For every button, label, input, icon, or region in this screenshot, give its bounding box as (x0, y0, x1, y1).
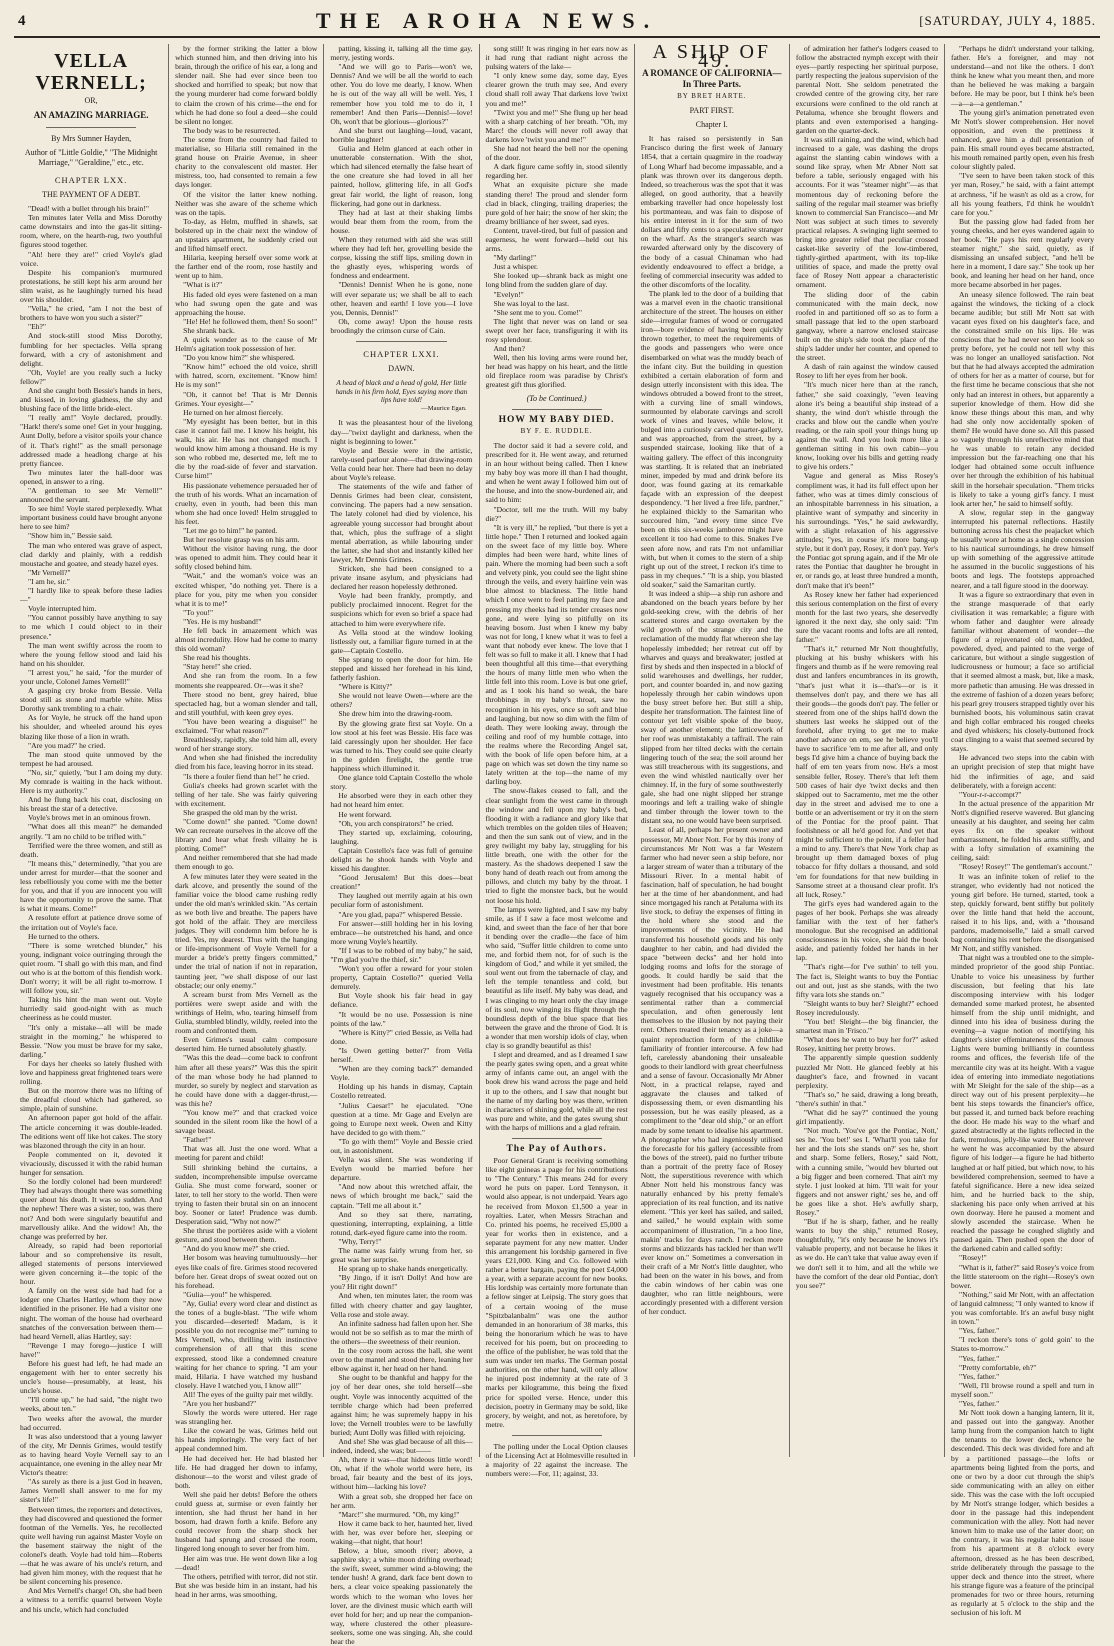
paragraph: of admiration her father's lodgers ceased to follow the abstracted nymph except with their eyes—partly respecting her spiritual purpose, partly respecting the jealous supervision of the parental Nott. She seldom penetrated the crowded centre of the growing city, her rare excursions were confined to the old ranch at Petaluma, whence she brought flowers and plants and even extemporised a hanging-garden on the quarter-deck. (795, 44, 939, 135)
paragraph: A slow, regular step in the gangway interrupted his paternal reflections. Hastily buttoning across his chest the peajacket which he usually wore at home as a single concession to his nautical surroundings, he drew himself up with something of the aggressive attitude he assumed in the bucolic suggestions of his boots and legs. The footsteps approached nearer, and a tall figure stood in the doorway. (951, 507, 1095, 590)
paragraph: Gulia and Helm glanced at each other in unutterable consternation. With the shot, which had silenced eternally the false heart of the one creature she had loved in all her painted, hollow, glittering life, in all God's great fair world, the light of reason, long flickering, had gone out in darkness. (330, 144, 473, 208)
paragraph: "My darling!" (493, 253, 537, 263)
paragraph: "Oh, Voyle! are you really such a lucky fellow?" (20, 367, 163, 386)
paragraph: And she ran from the room. In a few moments she reappeared. Or—was it she? (175, 671, 318, 690)
ship-chapter: Chapter I. (695, 120, 728, 130)
paragraph: "You know me?" and that cracked voice sounded in the silent room like the howl of a savage beast. (175, 1107, 318, 1136)
paragraph: Well she paid her debts! Before the others could guess at, surmise or even faintly her intention, she had thrust her hand in her bosom, had drawn forth a knife. Before any could recover from the sharp shock her husband had sprung and crossed the room, lingered long enough to sever her from him. (175, 1489, 318, 1554)
paragraph: "Come down!" she panted. "Come down! We can recreate ourselves in the alcove off the library and hear what fresh villainy he is plotting. Come!" (175, 816, 318, 854)
paragraph: It was an infinite token of relief to the stranger, who evidently had not noticed the young girl before. He turned, started, took a step, quickly forward, bent stiffly but politely over the little hand that held the account, raised it to his lips, and, with a "thousand pardons, mademoiselle," laid a small carved bag containing his rent before the disorganised Mr Nott, and stiffly vanished. (951, 871, 1095, 954)
paragraph: A quick wonder as to the cause of Mr Helm's agitation took possession of her. (175, 335, 318, 354)
paragraph: With a great sob, she dropped her face on her arm. (330, 1491, 473, 1510)
paragraph: Least of all, perhaps her present owner and possessor, Mr Abner Nott. For by this irony of circumstances Mr Nott was a far Western farmer who had never seen a ship before, nor a larger stream of water than a tributary of the Missouri River. In a mental habit of fascination, half of speculation, he had bought her at the time of her abandonment, and had since mortgaged his ranch at Petaluma with its live stock, to defray the expenses of fitting in the hold where she stood and the improvements of the vicinity. He had transferred his household goods and his only daughter to her cabin, and had divided the space "between decks" and her hold into lodging rooms and lofts for the storage of goods. It could hardly be said that the investment had been profitable. His tenants vaguely recognised that his occupancy was a sentimental rather than a commercial speculation, and often generously lent themselves to the illusion by not paying their rent. Others treated their tenancy as a joke—a quaint reproduction form of the childlike familiarity of frontier intercourse. A few had left, carelessly abandoning their unsaleable goods to their landlord with great cheerfulness and a sense of favour. Occasionally Mr Abner Nott, in a practical relapse, rayed and aggravate the clauses and talked of dispossessing them, or even dismantling his possession, but he was easily pleased, as a compliment to the "dear old ship," or an effort made by some tenant to idealise his apartment. A photographer who had ingeniously utilised the forecastle for his gallery (accessible from the bows of the street), paid no further tribute than a portrait of the pretty face of Rosey Nott, the superstitious reverence with which Abner Nott held his monstrous fancy was naturally enhanced by his pretty female's appreciation of its real function, and its native element. "This yer keel has sailed, and sailed, and sailed," he would explain with some accompaniment of illustration, "in a hoo line, makin' tracks for days ranch. I reckon more storms and blizzards has tackled her than we'll ever know on." Sometimes a conversation in their craft of a Mr Nott's little daughter, who had been on the water in his bows, and from the cabin windows of her cabin was one daughter, who ran little neighbours, were accordingly presented with a different version of her conduct. (640, 825, 783, 1317)
chapter-subheading: DAWN. (388, 364, 415, 374)
paragraph: "She sent me to you. Come!" (493, 307, 582, 317)
issue-date: [SATURDAY, JULY 4, 1885. (919, 13, 1096, 28)
paragraph: "Where is Kitty?" cried Bessie, as Vella had done. (330, 1027, 473, 1046)
paragraph: Like the coward he was, Grimes held out his hands imploringly. The very fact of her appeal condemned him. (175, 1426, 318, 1454)
paragraph: In the cosy room across the hall, she went over to the mantel and stood there, leaning her elbow against it, her head on her hand. (330, 1346, 473, 1374)
paragraph: Even Grimes's usual calm composure deserted him. He turned absolutely ghastly. (175, 1035, 318, 1054)
paragraph: Vague and general as Miss Rosey's compliment was, it had its full effect upon her father, who was at times dimly conscious of an inhospitable barrenness in his situation, a plaintive want of sympathy and sincerity in his surroundings. "Yes," he said awkwardly, with a slight relaxation of his aggressive attitudes; "yes, in course it's more bang-up style, but it don't pay, Rosey, it don't pay. Yer's the Pontiac got sprung again, and if the Mr ole rates the Pontiac that daughter he brought in er, or rands go, at least three hundred a month, don't make that it's been!" (795, 471, 939, 590)
epigraph-text: A head of black and a head of gold, Her little hands in his firm hold, Eyes saying more than lips have told! (335, 379, 468, 405)
paragraph: It was the pleasantest hour of the livelong day—"twixt daylight and darkness, when the night is beginning to lower." (330, 418, 473, 446)
paragraph: But on the morrow there was no lifting of the dreadful cloud which had gathered, so simple, plain of sunshine. (20, 1086, 163, 1114)
paragraph: When they returned with aid she was still where they had left her, grovelling beside the corpse, kissing the stiff lips, smiling down in the ghastly eyes, whispering words of fondness and endearment. (330, 234, 473, 281)
paragraph: "Eh?" (28, 322, 47, 332)
paragraph: "Yes, father." (959, 1371, 1000, 1381)
paragraph: "Are you glad, papa?" whispered Bessie. (338, 909, 463, 919)
paragraph: By the glowing grate first sat Voyle. On a low stool at his feet was Bessie. His face was laid caressingly upon her shoulder. Her face was turned to his. They could see quite clearly in the golden firelight, the gentle true happiness which illumined it. (330, 718, 473, 774)
paragraph: "To go with them!" Voyle and Bessie cried out, in astonishment. (330, 1136, 473, 1155)
paragraph: "Good Jerusalem! But this does—beat creation!" (330, 873, 473, 892)
divider (356, 341, 446, 342)
paragraph: It was a figure so extraordinary that even in the strange masquerade of that early civilisation it was remarkable; a figure with whom father and daughter were already familiar without abatement of wonder—the figure of a rejuvenated old man, padded, powdered, dyed, and painted to the verge of caricature, but without a single suggestion of ludicrousness or humour; a face so artificial that it seemed almost a mask, but, like a mask, more pathetic than amusing. He was dressed in the extreme of fashion of a dozen years before; his pearl grey trousers strapped tightly over his burnished boots, his voluminous satin cravat and high collar embraced his rouged cheeks and dyed whiskers; his closely-buttoned frock coat clinging to a waist that seemed secured by stays. (951, 589, 1095, 754)
paragraph: "Sleight wants to buy her? Sleight?" echoed Rosey incredulously. (795, 998, 939, 1017)
paragraph: She had not heard the bell nor the opening of the door. (485, 144, 628, 163)
paragraph: Breathlessly, rapidly, she told him all, every word of her strange story. (175, 735, 318, 754)
story-or: OR, (84, 96, 98, 105)
paragraph: A dash of rain against the window caused Rosey to lift her eyes from her book. (795, 362, 939, 381)
paragraph: "Are you her husband?" (183, 1398, 257, 1408)
paragraph: The man who entered was grave of aspect, clad darkly and plainly, with a reddish moustache and goatee, and steady hazel eyes. (20, 540, 163, 568)
paragraph: Voyle's brows met in an ominous frown. (28, 813, 151, 823)
paragraph: The man went swiftly across the room to where the young fellow stood and laid his hand on his shoulder. (20, 640, 163, 668)
paragraph: "You cannot possibly have anything to say to me which I could object to in their presence." (20, 613, 163, 641)
paragraph: Taking his hint the man went out. Voyle hurriedly said good-night with as much cheeriness as he could muster. (20, 995, 163, 1023)
paragraph: A dark figure came softly in, stood silently regarding her. (485, 162, 628, 181)
paragraph: "It's much nicer here than at the ranch, father," she said coaxingly, "even leaving alone it's being a beautiful ship instead of a shanty, the wind don't whistle through the cracks and blow out the candle when you're reading, or the rain spoil your things hung up against the wall. And you look more like a gentleman sitting in his own cabin—you know, looking over his bills and getting ready to give his orders." (795, 380, 939, 472)
paragraph: And he flung back his coat, disclosing on his breast the star of a detective. (20, 795, 163, 814)
paragraph: Captain Costello's face was full of genuine delight as he shook hands with Voyle and kissed his daughter. (330, 845, 473, 874)
paragraph: "Well, I'll browse round a spell and turn in myself soon." (951, 1380, 1095, 1399)
paragraph: "Father!" (183, 1135, 212, 1145)
paragraph: Voyle had been frankly, promptly, and publicly proclaimed innocent. Regret for the suspicions which for even so brief a space had attached to him were everywhere rife. (330, 591, 473, 628)
paragraph: "I only knew some day, some day, Eyes clearer grown the truth may see, And every cloud shall roll away That darkens love 'twixt you and me!" (485, 71, 628, 108)
paragraph: "No, sir," quietly, "but I am doing my duty. My comrade is waiting in the hack without. Here is my authority." (20, 767, 163, 796)
paragraph: Between times, the reporters and detectives, they had discovered and questioned the former footman of the Vernells. Yes, he recollected quite well having run against Master Voyle on the basement stairway the night of the colonel's death. Voyle had told him—Roberts—that he was aware of his uncle's return, and had given him money, with the request that he be silent concerning his presence. (20, 1504, 163, 1587)
paragraph: "It would be no use. Possession is nine points of the law." (330, 1009, 473, 1028)
paragraph: And then? (493, 344, 525, 354)
column-2 (169, 44, 324, 1599)
paragraph: An uneasy silence followed. The rain beat against the windows, the ticking of a clock became audible; but still Mr Nott sat with vacant eyes fixed on his daughter's face, and the constrained smile on his lips. He was conscious that he had never seen her look so pretty before, yet he could not tell why this was no longer an unalloyed satisfaction. Not but that he had always accepted the admiration of others for her as a matter of course, but for the first time he became conscious that she not only had an interest in others, but apparently a superior knowledge of them. How did she know these things about this man, and why had she only now accidentally spoken of them? He would have done so. All this passed so vaguely through his unreflective mind that he was unable to retain any decided impression but the far-reaching one that his lodger had obtained some occult influence over her through the exhibition of his habitual skill in the horsehair speculation. "Them tricks is likely to take a young girl's fancy. I must look arter her," he said to himself softly. (951, 289, 1095, 508)
paragraph: An infinite sadness had fallen upon her. She would not be so selfish as to mar the mirth of the others—the sweetness of their reunion. (330, 1318, 473, 1346)
paragraph: It was also understood that a young lawyer of the city, Mr Dennis Grimes, would testify as to having heard Voyle Vernell say to an acquaintance, one evening in the alley near Mr Victor's theatre: (20, 1431, 163, 1478)
paragraph: "Julius Caesar!" he ejaculated. "One question at a time. Mr Gage and Evelyn are going to Europe next week. Owen and Kitty have decided to go with them." (330, 1100, 473, 1137)
paragraph: "Why, Terry!" (338, 1236, 382, 1246)
paragraph: To-day, as Helm, muffled in shawls, sat bolstered up in the chair next the window of an upstairs apartment, he suddenly cried out and lifted himself erect. (175, 216, 318, 254)
paragraph: Before his guest had left, he had made an engagement with her to enter secretly his uncle's house—presumably, at least, his uncle's house. (20, 1359, 163, 1396)
paragraph: To see him! Voyle stared perplexedly. What important business could have brought anyone here to see him? (20, 504, 163, 532)
paragraph: "What is it, father?" said Rosey's voice from the little stateroom on the right—Rosey's own bower. (951, 1262, 1095, 1290)
paragraph: The plank led to the door of a building that was a marvel even in the chaotic transitional architecture of the street. The houses on either side—irregular frames of wood or corrugated iron—bore evidence of having been quickly thrown together, to meet the requirements of the goods and passengers who were once disembarked on what was the muddy beach of the infant city. But the building in question exhibited a certain elaboration of form and design utterly inconsistent with this idea. The windows obtruded a bowed front to the street, with a curving line of small windows, surmounted by elaborate carvings and scroll work of vines and leaves, while below, it bulged into a curiously carved quarter-gallery, and was approached, from the street, by a suspended staircase, looking like that of a waiting gallery. The effect of this incongruity was startling. It is related that an inebriated miner, impeded by mud and drink before its door, was found gazing at its remarkable façade with an expression of the deepest despondency. "I her lived a free life, pardner," he explained thickly to the Samaritan who succoured him, "and every time since I've been on this six-weeks jamboree might have excellent it too had come to this. Snakes I've seen afore now, and rats I'm not unfamiliar with, but when it comes to the stern of a ship right up out of the street, I reckon it's time to pass in my cheques." "It is a ship, you blasted old soaker," said the Samaritan curtly. (640, 288, 783, 589)
paragraph: "Oh, it cannot be! That is Mr Dennis Grimes. Your eyesight—" (175, 389, 318, 408)
polling-item: The polling under the Local Option clauses of the Licensing Act at Holmesville resulted in a majority of 22 against the increase. The numbers were:—For, 11; against, 33. (485, 1441, 628, 1479)
paragraph: He had deceived her. He had blasted her life. He had dragged her down to infamy, dishonour—to the worst and vilest grade of both. (175, 1453, 318, 1490)
paragraph: Slowly the words were uttered. Her rage was strangling her. (175, 1408, 318, 1427)
paragraph: "Was this the dead—come back to confront him after all these years?" Was this the spirit of the man whose body he had planned to murder, so surely by neglect and starvation as he could have done with a dagger-thrust,—was this he? (175, 1053, 318, 1108)
paragraph: Vella was silent. She was wondering if Evelyn would be married before her departure. (330, 1155, 473, 1183)
paragraph: She shrank back. (183, 325, 235, 335)
column-6 (790, 44, 945, 1457)
paragraph: They had at last at their shaking limbs would bear them from the room, from the house. (330, 207, 473, 235)
paragraph: Voyle and Bessie were in the artistic, rarely-used parlour alone—that drawing-room Vella could hear her. There had been no delay about Voyle's release. (330, 445, 473, 483)
paragraph: "Not much. 'You've got the Pontiac, Nott,' ses he. 'You bet!' ses I. 'What'll you take for her and the lots she stands on?' ses he, short and sharp. Some fellers, Rosey," said Nott, with a cunning smile, "would hev blurted out a big figger and been cornered. That ain't my style. I just looked at him. 'I'll wait for your figgers and not answer right,' ses he, and off he goes like a shot. He's awfully sharp, Rosey." (795, 1126, 939, 1217)
paragraph: In the actual presence of the apparition Mr Nott's dignified reserve wavered. But glancing uneasily at his daughter, and seeing her calm eyes fix on the speaker without embarrassment, he folded his arms stiffly, and with a lofty simulation of examining the ceiling, said: (951, 798, 1095, 863)
column-4 (480, 44, 635, 1479)
paragraph: "Dennis! Dennis! When he is gone, none will ever separate us; we shall be all to each other, heaven and earth! I love you—I love you, Dennis, Dennis!" (330, 280, 473, 317)
paragraph: The scene from the country had failed to materialise, so Hilaria still remained in the grand house on Prairie Avenue, in sheer charity to the convalescent old master. Her mistress, too, had consented to remain a few days longer. (175, 134, 318, 190)
ship-part: PART FIRST. (689, 106, 734, 116)
paragraph: Voyle interrupted him. (28, 604, 97, 614)
paragraph: Below, a blue, smooth river; above, a sapphire sky; a white moon drifting overhead; the swift, sweet, summer wind a-blowing; the tender hush! A grand, dark face bent down to hers, a clear voice speaking passionately the words which to the woman who loves her lover, are the divinest music which earth will ever hold for her; and up near the companion-way, where clustered the other pleasure-seekers, some one was singing. Ah, she could hear the (330, 1546, 473, 1646)
paragraph: It was still raining, and the wind, which had increased to a gale, was dashing the drops against the slanting cabin windows with a sound like spray, when Mr Abner Nott sat before a table, seriously engaged with his accounts. For it was "steamer night"—as that momentous day of reckoning before the sailing of the regular mail steamer was briefly known to commercial San Francisco—and Mr Nott was subject at such times to severely practical relapses. A swinging light seemed to bring into greater relief that peculiar crossed casket-like severity of the low-timbered, tightly-girthed apartment, with its top-like utilities of space, and made the pretty oval face of Rosey Nott appear a characteristic ornament. (795, 134, 939, 290)
paragraph: He sprang up to shake hands energetically. (338, 1264, 468, 1274)
paragraph: "But if he is sharp, father, and he really wants to buy the ship," returned Rosey, thoughtfully, "it's only because he knows it's valuable property, and not because he likes it as we do. He can't take that value away even if we don't sell it to him, and all the while we have the comfort of the dear old Pontiac, don't you see?" (795, 1217, 939, 1290)
paragraph: "Doctor, tell me the truth. Will my baby die?" (485, 504, 628, 523)
paragraph: They started up, exclaiming, colouring, laughing. (330, 827, 473, 846)
story-byline: By Mrs Sumner Hayden, (51, 134, 132, 143)
paragraph: She was loyal to the last. (493, 298, 570, 308)
paragraph: Of the visitor the latter knew nothing. Neither was she aware of the scheme which was on the tapis. (175, 189, 318, 217)
paragraph: "Mr Vernell?" (28, 567, 71, 577)
paragraph: "Know him!" echoed the old voice, shrill with hatred, scorn, excitement. "Know him! He is my son!" (175, 362, 318, 390)
paragraph: What an exquisite picture she made standing there! The proud and slender form clad in black, clinging, trailing draperies; the pure gold of her hair; the snow of her skin; the dreamy brilliance of her sweet, sad eyes. (485, 180, 628, 226)
paragraph: His faded old eyes were fastened on a man who had swung open the gate and was approaching the house. (175, 289, 318, 317)
paragraph: "My eyesight has been better, but in this case it cannot fail me. I know his height, his walk, his air. He has not changed much. I would know him among a thousand. He is my son who robbed me, deserted me, left me to die by the road-side of fever and starvation. Curse him!" (175, 416, 318, 481)
paragraph: Holding up his hands in dismay, Captain Costello retreated. (330, 1082, 473, 1101)
paragraph: "That's it," returned Mr Nott thoughtfully, plucking at his bushy whiskers with his fingers and thumb as if he were removing real dust and lanfers encumbrances in its growth, "that's just what it is—that's—or is it themselves don't pay, and there we has all their goods—the goods don't pay. The feller or steered from one of the ships hall'd down the shutters last weeks he skipped out of the forehold, after trying to get me to make another advance on em, see he believe you'll have to sacrifice 'em to me after all, and only begs I'd give him a chance of buying back the half of em ten years from now. He's a most sensible feller, Rosey. There's that left them 500 cases of hair dye 'twixt decks and then skipped out to Sacramento, met me the other day in the street and advised me to one a bottle or an advertisement or try it on the stern of the Pontiac for the proof paint. That foolishness or all he'd good for. And yet that might be sufficient to the point, if a feller had a mind to any. There's that New York chap as brought up them damaged boxes of plug tobacco for fifty dollars a thousand, and sold 'em for foundations for that new building in Sansome street at a thousand clear profit. It's all luck, Rosey." (795, 644, 939, 899)
paragraph: The girl's eyes had wandered again to the pages of her book. Perhaps she was already familiar with the text of her father's monologue. But she recognised an additional consciousness in his voice, she laid the book aside, and patiently folded her hands in her lap. (795, 898, 939, 963)
paragraph: song still! It was ringing in her ears now as it had rung that radiant night across the pulsing waters of the lake— (485, 44, 628, 72)
paragraph: The body was to be resurrected. (183, 125, 281, 135)
paragraph: Mr Nott took down a hanging lantern, lit it, and passed out into the gangway. Another lamp hung from the companion hatch to light the tenants to the lower deck, whence he descended. This deck was divided fore and aft by a partitioned passage—the lofts or apartments being lighted from the ports, and one or two by a door cut through the ship's side communicating with an alley on either side. This was the case with the loft occupied by Mr Nott's strange lodger, which besides a door in the passage had this independent communication with the alley. Nott had never known him to make use of the latter door; on the contrary, it was his regular habit to issue from his apartment at 8 o'clock every afternoon, dressed as he has been described, stride deliberately through the passage to the upper deck and thence into the street, where his strange figure was a feature of the principal promenades for two or three hours, returning as regularly at 5 o'clock to the ship and the seclusion of his loft. M (951, 1408, 1095, 1618)
column-5 (635, 41, 790, 1457)
paragraph: That was all. Just the one word. What a meeting for parent and child! (175, 1144, 318, 1163)
paragraph: Without the visitor having rung, the door was opened to admit him. They could hear it softly closed behind him. (175, 544, 318, 572)
paragraph: "And do you know me?" she cried. (183, 1244, 290, 1254)
paragraph: "Yes, father." (959, 1326, 1000, 1336)
paragraph: The others, petrified with terror, did not stir. But she was beside him in an instant, had his head in her arms, was smoothing, (175, 1571, 318, 1599)
epigraph-source: —Maurice Egan. (421, 404, 467, 412)
paragraph: He fell back in amazement which was almost incredulity. How had he come to marry this old woman? (175, 626, 318, 654)
baby-story-byline: BY F. E. RUDDLE. (520, 426, 593, 435)
paragraph: "A gentleman to see Mr Vernell!" announced the servant. (20, 486, 163, 505)
paragraph: The young girl's animation penetrated even Mr Nott's slower comprehension. Her novel opposition, and even the prettiness it enhanced, gave him a dull presentation of pain. His small round eyes became abstracted, his mouth remained partly open, even his fresh colour slightly paled. (951, 107, 1095, 172)
column-7 (945, 44, 1100, 1618)
paragraph: A gasping cry broke from Bessie. Vella stood still as stone and marble white. Miss Dorothy sank trembling to a chair. (20, 686, 163, 714)
paragraph: "Revenge I may forego—justice I will have!" (20, 1340, 163, 1359)
paragraph: She thrust the portières aside with a violent gesture, and stood between them. (175, 1226, 318, 1245)
paragraph: "To you!" (183, 607, 214, 617)
paragraph: "You have been wearing a disguise!" he exclaimed. "For what reason?" (175, 716, 318, 736)
paragraph: All! The eyes of the guilty pair met wildly. (183, 1389, 314, 1399)
paragraph: A scream burst from Mrs Vernell as the portières were swept aside and with the writhings of Helm, who, tearing himself from Gulia, stumbled blindly, wildly, reeled into the room and confronted them. (175, 989, 318, 1036)
paragraph: People commented on it, devoted it vivaciously, discussed it with the rabid human hunger for sensation. (20, 1149, 163, 1178)
ship-story-title: A SHIP OF '49. (652, 41, 772, 73)
paragraph: "Where is Kitty?" (338, 682, 393, 692)
paragraph: "Won't you offer a reward for your stolen property, Captain Costello?" queried Vella demurely. (330, 964, 473, 992)
chapter-heading: CHAPTER LXX. (54, 175, 128, 185)
paragraph: "Ah! here they are!" cried Voyle's glad voice. (20, 249, 163, 268)
columns (14, 41, 1100, 1646)
paragraph: "What did he say?" continued the young girl impatiently. (795, 1107, 939, 1127)
paragraph: "What does all this mean?" he demanded angrily. "I am no child to be trifled with." (20, 822, 163, 841)
column-1 (14, 44, 169, 1614)
ship-story-subtitle: A ROMANCE OF CALIFORNIA—In Three Parts. (642, 68, 782, 90)
paragraph: Ah, there it was—that hideous little word! Oh, what if the whole world were here, its broad, fair beauty and the best of its joys, without him—lacking his love? (330, 1455, 473, 1492)
paragraph: Stricken, she had been consigned to a private insane asylum, and physicians had declared her reason hopelessly dethroned. (330, 563, 473, 592)
paragraph: Two minutes later the hall-door was opened, in answer to a ring. (20, 467, 163, 486)
paragraph: That night was a troubled one to the simple-minded proprietor of the good ship Pontiac. Unable to voice his uneasiness by further discussion, but feeling that his late discomposing interview with his lodger demanded some marked protest, he absented himself from the ship until midnight, and dinned into his idea of business during the evening—a vague notion of mortifying his daughter's sister effeminateness of the famous Lights were burning brilliantly in countless rooms and offices, the feverish life of the mercantile city was at its height. With a vague idea of entering into immediate negotiations with Mr Sleight for the sale of the ship—as a direct way out of his present perplexity—he bent his steps towards the financier's office, but passed it, and turned back before reaching the door. He made his way to the wharf and gazed abstractedly at the lights reflected in the dark, tremulous, jelly-like water. But wherever he went he was accompanied by the absurd figure of his lodger—a figure he had hitherto laughed at or half pitied, but which now, to his bewildered comprehension, seemed to have a fateful significance. Here a new idea seized him, and he hurried back to the ship, slackening his pace only when arrived at his own doorway. Here he paused a moment and slowly ascended the staircase. When he reached the passage he coughed slightly and paused again. Then pushed open the door of the darkened cabin and called softly: (951, 953, 1095, 1254)
page-number: 4 (18, 12, 26, 29)
paragraph: He turned to the others. (28, 931, 100, 941)
paragraph: "As surely as there is a just God in heaven, James Vernell shall answer to me for my sister's life!" (20, 1477, 163, 1505)
paragraph: "Is there a fouler fiend than he!" he cried. (183, 771, 310, 781)
paragraph: "Show him in," Bessie said. (28, 531, 113, 541)
paragraph: The man stood quite unmoved by the tempest he had aroused. (20, 749, 163, 768)
paragraph: "Gulia—you!" he whispered. (183, 1289, 272, 1299)
divider (512, 1435, 602, 1436)
paragraph: He absorbed were they in each other they had not heard him enter. (330, 791, 473, 810)
paragraph: patting, kissing it, talking all the time gay, merry, jesting words. (330, 44, 473, 63)
paragraph: "Do you know him?" she whispered. (183, 353, 295, 363)
paragraph: And so they sat there, narrating, questioning, interrupting, explaining, a little rotund, dark-eyed figure came into the room. (330, 1209, 473, 1237)
paragraph: Content, travel-tired, but full of passion and eagerness, he went forward—held out his arms. (485, 225, 628, 254)
baby-story-title: HOW MY BABY DIED. (498, 414, 615, 425)
paragraph: "Let me go to him!" he panted. (183, 525, 278, 535)
paragraph: She looked up—shrank back as might one long blind from the sudden glare of day. (485, 271, 628, 290)
paragraph: "Vella," he cried, "am I not the best of brothers to have won you such a sister?" (20, 304, 163, 323)
paragraph: "Yes. He is my husband!" (183, 616, 262, 626)
paragraph: The doctor said it had a severe cold, and prescribed for it. He went away, and returned in an hour without being called. Then I knew my baby boy was more ill than I had thought, and when he went away I followed him out of the house, and into the snow-burdened air, and said to him: (485, 440, 628, 505)
paragraph: But her resolute grasp was on his arm. (183, 535, 300, 545)
paragraph: As for Voyle, he struck off the hand upon his shoulder, and wheeled around his eyes blazing like those of a lion in wrath. (20, 713, 163, 741)
paragraph: There stood no bent, grey haired, blue spectacled hag, but a woman slender and tall, and still youthful, with keen grey eyes. (175, 689, 318, 717)
paragraph: And she burst out laughing—loud, vacant, horrible laughter! (330, 125, 473, 144)
chapter-heading: CHAPTER LXXI. (363, 349, 440, 359)
paragraph: Terrified were the three women, and still as death. (20, 840, 163, 859)
paragraph: And stock-still stood Miss Dorothy, fumbling for her spectacles. Vella sprang forward, with a cry of astonishment and delight. (20, 331, 163, 368)
paragraph: But the passing glow had faded from her young cheeks, and her eyes wandered again to her book. "He pays his rent regularly every steamer night," she said, quietly, as if dismissing an unsafed subject, "and he'll be here in a moment, I dare say." She took up her book, and leaning her head on her hand, once more became absorbed in her pages. (951, 216, 1095, 290)
paragraph: An afternoon paper got hold of the affair. The article concerning it was double-leaded. The editions went off like hot cakes. The story was blazoned through the city in an hour. (20, 1113, 163, 1150)
paragraph: by the former striking the latter a blow which stunned him, and then driving into his brain, through the orifice of his ear, a long and slender nail. She had ever since been too shocked and horrified to speak; but now that the young murderer had come forward boldly to claim the crown of his crime—the end for which he had done so foul a deed—she could be silent no longer. (175, 44, 318, 126)
paragraph: "Twixt you and me!" She flung up her head with a sharp catching of her breath. "Oh, my Marc! the clouds will never roll away that darkens love 'twixt you and me!" (485, 107, 628, 144)
paragraph: "Rosey! Rosey!" The gentleman's account." (959, 862, 1093, 872)
paragraph: "I arrest you," he said, "for the murder of your uncle, Colonel James Vernell!" (20, 667, 163, 686)
paragraph: One glance told Captain Costello the whole story. (330, 773, 473, 792)
paragraph: "When are they coming back?" demanded Voyle. (330, 1064, 473, 1083)
paragraph: The lamps were lighted, and I saw my baby smile, as if I saw a face most welcome and kind, and sweet than the face of her that bore it bending over the cradle—the face of him who said, "Suffer little children to come unto me, and forbid them not, for of such is the kingdom of God," and while it yet smiled, the soul went out from the tabernacle of clay, and left the temple tenantless and cold, but beautiful as life itself. My baby was dead, and I was clinging to my heart only the clay image of its soul, now winging its flight through the boundless depth of the blue space that lies between the grave and the throne of God. It is a wonder that men worship idols of clay, when clay is so grandly beautiful as this! (485, 904, 628, 1051)
paragraph: "It is very ill," he replied, "but there is yet a little hope." Then I returned and looked again on the sweet face of my little boy. Where dimples had been were hard, white lines of pain. Where the morning had been such a soft and velvety pink, you could see the light shine through the veils, and every hairline vein was blue almost to blackness. The little hand which I once went to feel patting my face and pressing my cheeks had its tender creases now gone, and were lying so pitifully on its heaving bosom. Just when I knew my baby was not for long, I knew what it was to feel a want that nobody ever knew. The love that I felt was so full to make it all. I knew that I had been thoughtful all this time—that everything the hours of many little men who when the little fell into this room. Love is but one grief, and as I took his hand so weak, the bare throbbings in my baby's throat, saw no recognition in his eyes, once so soft and blue and laughing, but now so dim with the film of death. They were looking away, through the ceiling and roof of my humble cottage, into the realms where the Recording Angel sat, with the book of life open before him, at a page on which was set down the tiny name so lately written at the top—the name of my darling boy. (485, 522, 628, 787)
paragraph: She ought to be thankful and happy for the joy of her dear ones, she told herself—she ought. Voyle was innocently acquitted of the terrible charge which had been preferred against him; he was supremely happy in his love; the Vernell troubles were to be lawfully buried; Aunt Dolly was filled with rejoicing. (330, 1373, 473, 1437)
paragraph: She read his thoughts. (183, 653, 251, 663)
story-author-note: Author of "Little Goldie," "The Midnight Marriage," "Geraldine," etc., etc. (24, 148, 158, 167)
paragraph: The light that never was on land or sea swept over her face, transfiguring it with its rosy splendour. (485, 316, 628, 344)
newspaper-title: THE AROHA NEWS. (315, 8, 659, 33)
paragraph: It has raised so persistently in San Francisco during the first week of January 1854, that a certain quagmire in the roadway of Long Wharf had become impassable, and a plank was thrown over its dangerous depth. Indeed, so treacherous was the spot that it was alleged, on good authority, that a heavily embarking traveller had once hopelessly lost his portmanteau, and was fain to dispose of his entire interest in it for the sum of two dollars and fifty cents to a speculative stranger on the wharf. As the stranger's search was rewarded afterward only by the discovery of the body of a casual Chinaman who had evidently endeavoured to effect a bridge, a feeling of commercial insecurity was added to the other discomforts of the locality. (640, 134, 783, 289)
paragraph: Just a whisper. (493, 262, 539, 272)
paragraph: The name was fairly wrung from her, so great was her surprise. (330, 1246, 473, 1265)
paragraph: "Dead! with a bullet through his brain!" (28, 204, 149, 214)
authors-title: The Pay of Authors. (506, 1143, 607, 1154)
paragraph: For days her cheeks so lately flushed with love and happiness great frightened tears were rolling. (20, 1058, 163, 1087)
paragraph: "What is it?" (183, 280, 223, 290)
paragraph: Still shrinking behind the curtains, a sudden, incomprehensible impulse overcame Gulia. She must come forward, sooner or later, to tell her story to the world. Then were trying to fasten their brutal sin on an innocent boy. Sooner or later! Prudence was dumb. Desperation said, "Why not now?" (175, 1162, 318, 1227)
paragraph: But Voyle shook his fair head in gay defiance. (330, 991, 473, 1010)
divider (46, 127, 136, 128)
paragraph: "I am he, sir." (28, 576, 70, 586)
paragraph: So the lordly colonel had been murdered! They had always thought there was something queer about his death. It was so sudden. And the nephew! There was a sister, too, was there not? And both were singularly beautiful and marvellously alike. And the widow! Ah, the change was preferred by her. (20, 1177, 163, 1241)
paragraph: "And now about this wretched affair, the news of which brought me back," said the captain. "Tell me all about it." (330, 1182, 473, 1210)
paragraph: A resolute effort at patience drove some of the irritation out of Voyle's face. (20, 913, 163, 932)
paragraph: She drew him into the drawing-room. (338, 709, 453, 719)
paragraph: "Oh, you arch conspirators!" he cried. (338, 818, 454, 828)
paragraph: "Evelyn!" (493, 289, 524, 299)
paragraph: "That's right—for I've suthin' to tell you. The fact is, Sleight wants to buy the Pontiac out and out, just as she stands, with the two fifty vara lots she stands on." (795, 962, 939, 999)
paragraph: "That's so," he said, drawing a long breath, "there's suthin' in that." (795, 1089, 939, 1108)
paragraph: As Vella stood at the window looking listlessly out, a familiar figure turned in at the gate—Captain Costello. (330, 627, 473, 655)
paragraph: "Ay, Gulia! every word clear and distinct as the tones of a bugle-blast. "The wife whom you discarded—deserted! Madam, is it possible you do not recognise me?" turning to Mrs Vernell, who, thrilling with instinctive comprehension of all that this scene expressed, stood like a condemned creature waiting for her chance to spring. "I am your maid, Hilaria. I have watched my husband closely. Have I watched you, I know all!" (175, 1298, 318, 1390)
paragraph: "Wait," and the woman's voice was an excited whisper, "do nothing yet. There is a place for you, pity me when you consider what it is to me!" (175, 571, 318, 608)
paragraph: How it came back to her, haunted her, lived with her, was ever before her, sleeping or waking—that night, that hour! (330, 1518, 473, 1546)
paragraph: I slept and dreamed, and as I dreamed I saw the pearly gates swing open, and a great white army of infants came out, an angel with the book drew his wand across the page and held it up to the others, and I saw that nought but the name of my darling boy was there, written in characters of shining gold, while all the rest was pure and white, and the gates swung shut with the harps of millions and a glad refrain. (485, 1050, 628, 1132)
ship-story-byline: BY BRET HARTE. (677, 92, 747, 101)
paragraph: "Are you mad?" he cried. (28, 740, 106, 750)
paragraph: "Rosey!" (959, 1253, 987, 1263)
paragraph: It was indeed a ship—a ship run ashore and abandoned on the beach years before by her gold-seeking crew, with the debris of her scattered stores and cargo overtaken by the wild growth of the strange city and the reclamation of the muddy flat whereon she lay hopelessly imbedded; her retreat cut off by wharves and quays and breakwater; jostled at first by sheds and then inspected in a blockf of solid warehouses and dwellings, her rudder, port, and counter boarded in, and now gazing hopelessly through her cabin windows upon the busy street before her. But still a ship, despite her transformation. The faintest line of contour yet left visible spoke of the buoy, sway of another element; the latticework of her roof was unmistakably a taffrail. The rain slipped from her tilted decks with the certain lingering touch of the sea; the soil around her was still treacherous with its suggestions, and even the wind whistled nautically over her chimney. If, in the fury of some southwesterly gale, she had one night slipped her strange moorings and left a trailing wake of shingle and timber through the lower town to the distant sea, no one would have been surprised. (640, 588, 783, 826)
chapter-subheading: THE PAYMENT OF A DEBT. (42, 190, 141, 200)
paragraph: "He! He! he followed them, then! So soon!" (183, 316, 318, 326)
paragraph: "Yes, father." (959, 1353, 1000, 1363)
paragraph: "Marc!" she murmured. "Oh, my king!" (338, 1509, 460, 1519)
paragraph: Already, so rapid had been reportorial labour and so comprehensive its result, alleged statements of persons interviewed were given concerning it—the topic of the hour. (20, 1240, 163, 1287)
paragraph: Gulia's cheeks had grown scarlet with the telling of her tale. She was fairly quivering with excitement. (175, 780, 318, 808)
paragraph: And Mrs Vernell's charge! Oh, she had been a witness to a terrific quarrel between Voyle and his uncle, which had concluded (20, 1586, 163, 1614)
paragraph: A few minutes later they were seated in the dark alcove, and presently the sound of the familiar voice the blood came rushing redly under the old man's wrinkled skin. "As certain as we both live and breathe. The papers have got hold of the affair. They are merciless judges. They will condemn him before he is tried. Yes, my dearest. Thus with the hanging or life-imprisonment of Voyle Vernell for a murder a bride's pretty fingers committed," under the trial of nation if not in reparation, taunting jeer, "we shall dispose of our last obstacle; our only enemy." (175, 871, 318, 990)
paragraph: And she! She was glad because of all this—indeed, indeed, she was; but—— (330, 1436, 473, 1456)
divider (512, 1138, 602, 1139)
paragraph: The apparently simple question suddenly puzzled Mr Nott. He glanced feebly at his daughter's face, and frowned in vacant perplexity. (795, 1053, 939, 1090)
paragraph: And she caught both Bessie's hands in hers, and kissed, in loving gladness, the shy and blushing face of the little bride-elect. (20, 385, 163, 414)
story-title: VELLA VERNELL; (35, 50, 147, 94)
masthead (14, 6, 1100, 38)
paragraph: She would not leave Owen—where are the others? (330, 691, 473, 710)
paragraph: He went forward. (338, 809, 392, 819)
paragraph: Hilaria, keeping herself over some work at the farther end of the room, rose hastily and went up to him. (175, 253, 318, 281)
paragraph: "What does he want to buy her for?" asked Rosey, knitting her pretty brows. (795, 1035, 939, 1054)
paragraph: And neither remembered that she had made them enough to go. (175, 853, 318, 872)
paragraph: Her bosom was heaving tumultuously—her eyes like coals of fire. Grimes stood recovered before her. Great drops of sweat oozed out on his forehead. (175, 1253, 318, 1290)
paragraph: The statements of the wife and father of Dennis Grimes had been clear, consistent, convincing. The papers had a new sensation. The lately colonel had died by violence, his agreeable young successor had brought about that, which, plus the suffrage of a slight mental aberration, as while labouring under the latter, she had shot and instantly killed her lawyer, Mr Dennis Grimes. (330, 482, 473, 564)
paragraph: "If I was to be robbed of my baby," he said, "I'm glad you're the thief, sir." (330, 945, 473, 964)
divider (512, 409, 602, 410)
paragraph: "I hardly like to speak before these ladies—" (20, 586, 163, 605)
paragraph: They laughed out merrily again at his own peculiar form of astonishment. (330, 891, 473, 910)
paragraph: "Stay here!" she cried. (183, 662, 252, 672)
paragraph: Oh, come away! Upon the house rests broodingly the crimson curse of Cain. (330, 316, 473, 335)
paragraph: "Is Owen getting better?" from Vella herself. (330, 1045, 473, 1065)
paragraph: Her aim was true. He went down like a log—dead! (175, 1553, 318, 1572)
paragraph: Two weeks after the avowal, the murder had occurred. (20, 1413, 163, 1432)
paragraph: He advanced two steps into the cabin with an upright precision of step that might have hid the infirmities of age, and said deliberately, with a foreign accent: (951, 753, 1095, 790)
paragraph: "I've seen to have been taken stock of this yer man, Rosey," he said, with a faint attempt at archness, "if he wasn't as old as a crow, for all his young feathers, I'd think he wouldn't care for you." (951, 171, 1095, 217)
paragraph: The snow-flakes ceased to fall, and the clear sunlight from the west came in through the window and fell upon my baby's bed, flooding it with a radiance and glory like that which trembles on the golden tiles of Heaven; and then the sun sank out of view, and in the grey twilight my baby lay, struggling for his little breath, one with the other for the mastery. As the shadows deepened I saw the bony hand of death reach out from among the pillows, and clutch my baby by the throat. I tried to fight the monster back, but he would not loose his hold. (485, 786, 628, 905)
paragraph: Despite his companion's murmured protestations, he still kept his arm around her slim waist, as he laughingly turned his head over his shoulder. (20, 267, 163, 305)
story-subtitle: AN AMAZING MARRIAGE. (33, 110, 149, 120)
paragraph: "Your-r-r-accompt?" (959, 789, 1022, 799)
paragraph: "It means this," determinedly, "that you are under arrest for murder—that the sooner and less rebelliously you come with me the better for you, and that if you are innocent you will have the opportunity to prove the same. That is what it means. Come!" (20, 858, 163, 914)
paragraph: "There is some wretched blunder," his young, indignant voice outringing through the quiet room. "I shall go with this man, and find out who is at the bottom of this fiendish work. Don't worry; it will be all right to-morrow. I will follow you, sir." (20, 940, 163, 996)
paragraph: "You bet! Sleight—the big financier, the smartest man in 'Frisco.'" (795, 1017, 939, 1036)
paragraph: Ten minutes later Vella and Miss Dorothy came downstairs and into the gas-lit sitting-room, where, on the hearth-rug, two youthful figures stood together. (20, 213, 163, 250)
paragraph: "I'll come up," he had said, "the night two weeks, about ten." (20, 1395, 163, 1414)
paragraph: "And we will go to Paris—won't we, Dennis? And we will be all the world to each other. You do love me dearly, I know. When he is out of the way all will be well. Yes, I remember how you told me to do it, I remember! And then Paris—Dennis!—love! Oh, won't that be glorious—glorious?" (330, 62, 473, 126)
paragraph: And when she had finished the incredulity died from his face, leaving horror in its stead. (175, 753, 318, 772)
paragraph: "Perhaps he didn't understand your talking, father. He's a foreigner, and may not understand—and not like the others. I don't think he knew what you meant then, and more than he believed he was making a bargain before. He may be poor, but I think he's been—a—a—a gentleman." (951, 44, 1095, 108)
paragraph: "Pretty comfortable, eh?" (959, 1362, 1037, 1372)
paragraph: "I reckon there's tons o' gold goin' to the States to-morrow." (951, 1335, 1095, 1354)
paragraph: As Rosey knew her father had experienced this serious contemplation on the first of every month for the last two years, she deservedly ignored it the next day, she only said: "I'm sure the vacant rooms and lofts are all rented, father." (795, 589, 939, 645)
paragraph: She grasped the old man by the wrist. (183, 807, 298, 817)
paragraph: His passionate vehemence persuaded her of the truth of his words. What an incarnation of cruelty, even in youth, had been this man whom she had once loved! Helm struggled to his feet. (175, 480, 318, 526)
paragraph: A family on the west side had had for a lodger one Charles Hartley, whom they now identified in the prisoner. He had a visitor one night. The woman of the house had overheard snatches of the conversation between them—had heard Vernell, alias Hartley, say: (20, 1286, 163, 1341)
paragraph: Poor General Grant is receiving something like eight guineas a page for his contributions to "The Century." This means 24d for every word he puts on paper. Lord Tennyson, it would also appear, is not underpaid. Years ago he received from Moxon £1,500 a year in royalties. Later, when Messrs Strachan and Co. printed his poems, he received £5,000 a year for works then in existence, and a separate payment for any new matter. Under this arrangement his lordship garnered in five years £21,000. King and Co. followed with rather a better bargain, paying the poet £4,000 a year, with a separate account for new books. His lordship was certainly more fortunate than a fellow singer at Leipsig. The story goes that of a certain wooing of the muse "Spitzbalanbalm" was one the author demanded in an honorarium of 38 marks, this being the honorarium which he was to have received for his poem, but on proceeding to the office of the publisher, he was told that the sum was under ten marks. The German postal authorities, on the other hand, will only allow he injured post indemnity at the rate of 3 marks per kilogramme, this being the fixed price for spoiled verse. Hence, under this decision, poetry in Germany may be sold, like grocery, by weight, and not, as heretofore, by metre. (485, 1156, 628, 1429)
paragraph: She sprang to open the door for him. He stepped and kissed her forehead in his kind, fatherly fashion. (330, 654, 473, 683)
paragraph: "Yes, father." (959, 1398, 1000, 1408)
epigraph (330, 379, 472, 413)
paragraph: And when, ten minutes later, the room was filled with cheery chatter and gay laughter, Vella rose and stole away. (330, 1291, 473, 1319)
paragraph: "It's only a mistake—all will be made straight in the morning," he whispered to Bessie. "Now you must be brave for my sake, darling." (20, 1022, 163, 1059)
paragraph: "I really am!" Voyle declared, proudly. "Hark! there's some one! Get in your hugging, Aunt Dolly, before a visitor spoils your chance of it. That's right!" as the small personage addressed made a headlong charge at his pretty fiancee. (20, 413, 163, 468)
column-3 (324, 44, 479, 1646)
paragraph: "By Jingo, if it isn't Dolly! And how are you? Hit right down!" (330, 1273, 473, 1292)
paragraph: He turned on her almost fiercely. (183, 407, 284, 417)
paragraph: "Nothing," said Mr Nott, with an affectation of languid calmness; "I only wanted to know if you was comfortable. It's an awful busy night in town." (951, 1289, 1095, 1327)
paragraph: Well, then his loving arms were round her, her head was happy on his heart, and the little old fireplace room was paradise by Christ's greatest gift thus glorified. (485, 353, 628, 390)
paragraph: The sliding door of the cabin communicated with the main deck, now roofed in and partitioned off so as to form a small passage that led to the open starboard gangway, where a narrow enclosed staircase built on the ship's side took the place of the ship's ladder under her counter, and opened to the street. (795, 289, 939, 363)
paragraph: For answer—still holding her in his loving embrace—he outstretched his hand, and once more wrung Voyle's heartily. (330, 918, 473, 946)
to-be-continued: (To be Continued.) (526, 393, 587, 403)
